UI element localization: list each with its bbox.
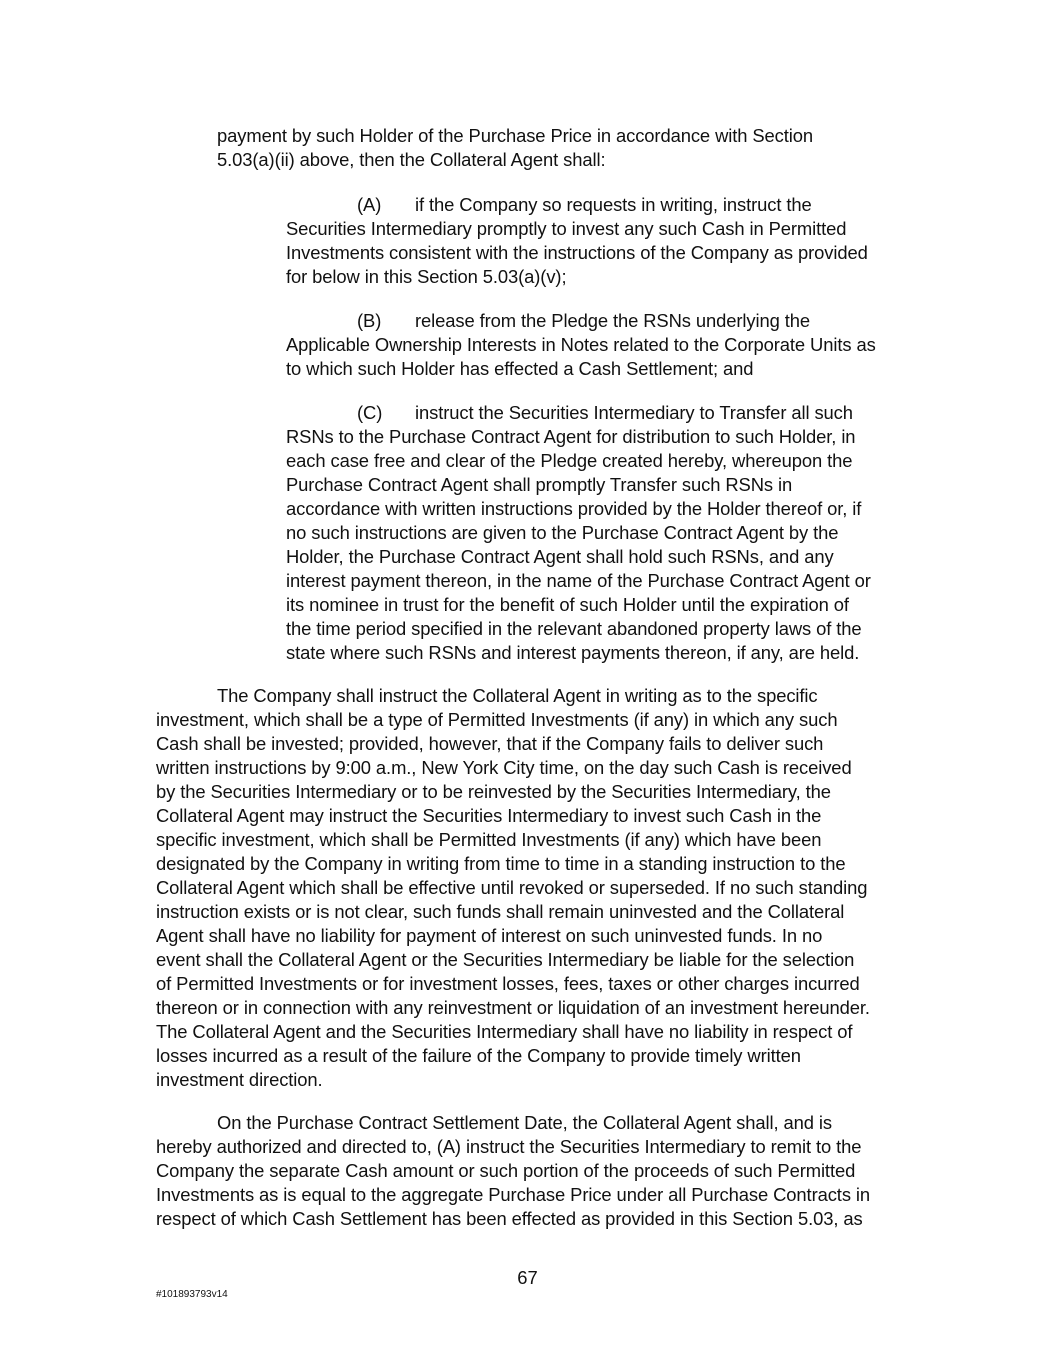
item-c-line: the time period specified in the relevant abandoned property laws of the (286, 618, 862, 639)
item-c-first-line (357, 401, 853, 425)
investment-line: thereon or in connection with any reinvestment or liquidation of an investment hereunder. (156, 997, 870, 1018)
item-c-text: instruct the Securities Intermediary to Transfer all such (415, 402, 853, 423)
investment-line: losses incurred as a result of the failure of the Company to provide timely written (156, 1045, 801, 1066)
item-b-label: (B) (357, 310, 382, 331)
settlement-line: hereby authorized and directed to, (A) instruct the Securities Intermediary to remit to the (156, 1136, 862, 1157)
item-c-line: accordance with written instructions provided by the Holder thereof or, if (286, 498, 862, 519)
settlement-line: Investments as is equal to the aggregate Purchase Price under all Purchase Contracts in (156, 1184, 871, 1205)
investment-line: designated by the Company in writing from time to time in a standing instruction to the (156, 853, 846, 874)
opening-line: 5.03(a)(ii) above, then the Collateral Agent shall: (217, 149, 606, 170)
investment-line: investment direction. (156, 1069, 323, 1090)
item-c-line: Purchase Contract Agent shall promptly Transfer such RSNs in (286, 474, 793, 495)
item-c-line: Holder, the Purchase Contract Agent shall hold such RSNs, and any (286, 546, 834, 567)
item-c-line: each case free and clear of the Pledge created hereby, whereupon the (286, 450, 853, 471)
item-b-line: Applicable Ownership Interests in Notes related to the Corporate Units as (286, 334, 876, 355)
item-a-label: (A) (357, 194, 382, 215)
item-c-line: interest payment thereon, in the name of the Purchase Contract Agent or (286, 570, 871, 591)
investment-line: written instructions by 9:00 a.m., New York City time, on the day such Cash is received (156, 757, 852, 778)
settlement-line: respect of which Cash Settlement has been effected as provided in this Section 5.03, as (156, 1208, 863, 1229)
page-number: 67 (517, 1267, 538, 1288)
investment-line: Collateral Agent which shall be effective until revoked or superseded. If no such standing (156, 877, 868, 898)
investment-line: Agent shall have no liability for payment of interest on such uninvested funds. In no (156, 925, 823, 946)
item-a-line: for below in this Section 5.03(a)(v); (286, 266, 567, 287)
item-b-first-line (357, 309, 810, 333)
investment-line: Collateral Agent may instruct the Securities Intermediary to invest such Cash in the (156, 805, 822, 826)
settlement-line: Company the separate Cash amount or such portion of the proceeds of such Permitted (156, 1160, 856, 1181)
item-a-first-line (357, 193, 812, 217)
item-c-line: no such instructions are given to the Purchase Contract Agent by the (286, 522, 839, 543)
item-a-line: Investments consistent with the instructions of the Company as provided (286, 242, 868, 263)
investment-line: specific investment, which shall be Permitted Investments (if any) which have been (156, 829, 822, 850)
item-c-line: state where such RSNs and interest payments thereon, if any, are held. (286, 642, 860, 663)
investment-line: event shall the Collateral Agent or the Securities Intermediary be liable for the selection (156, 949, 855, 970)
investment-line: The Company shall instruct the Collateral Agent in writing as to the specific (217, 685, 818, 706)
item-b-text: release from the Pledge the RSNs underlying the (415, 310, 811, 331)
item-a-line: Securities Intermediary promptly to invest any such Cash in Permitted (286, 218, 847, 239)
document-id: #101893793v14 (156, 1289, 228, 1300)
settlement-line: On the Purchase Contract Settlement Date, the Collateral Agent shall, and is (217, 1112, 832, 1133)
item-a-text: if the Company so requests in writing, instruct the (415, 194, 812, 215)
investment-line: Cash shall be invested; provided, however, that if the Company fails to deliver such (156, 733, 824, 754)
item-c-line: its nominee in trust for the benefit of such Holder until the expiration of (286, 594, 849, 615)
investment-line: of Permitted Investments or for investment losses, fees, taxes or other charges incurred (156, 973, 860, 994)
investment-line: The Collateral Agent and the Securities Intermediary shall have no liability in respect of (156, 1021, 853, 1042)
item-c-label: (C) (357, 402, 383, 423)
item-b-line: to which such Holder has effected a Cash Settlement; and (286, 358, 754, 379)
investment-line: investment, which shall be a type of Permitted Investments (if any) in which any such (156, 709, 838, 730)
opening-line: payment by such Holder of the Purchase Price in accordance with Section (217, 125, 814, 146)
investment-line: instruction exists or is not clear, such funds shall remain uninvested and the Collateral (156, 901, 845, 922)
investment-line: by the Securities Intermediary or to be reinvested by the Securities Intermediary, the (156, 781, 831, 802)
item-c-line: RSNs to the Purchase Contract Agent for distribution to such Holder, in (286, 426, 856, 447)
